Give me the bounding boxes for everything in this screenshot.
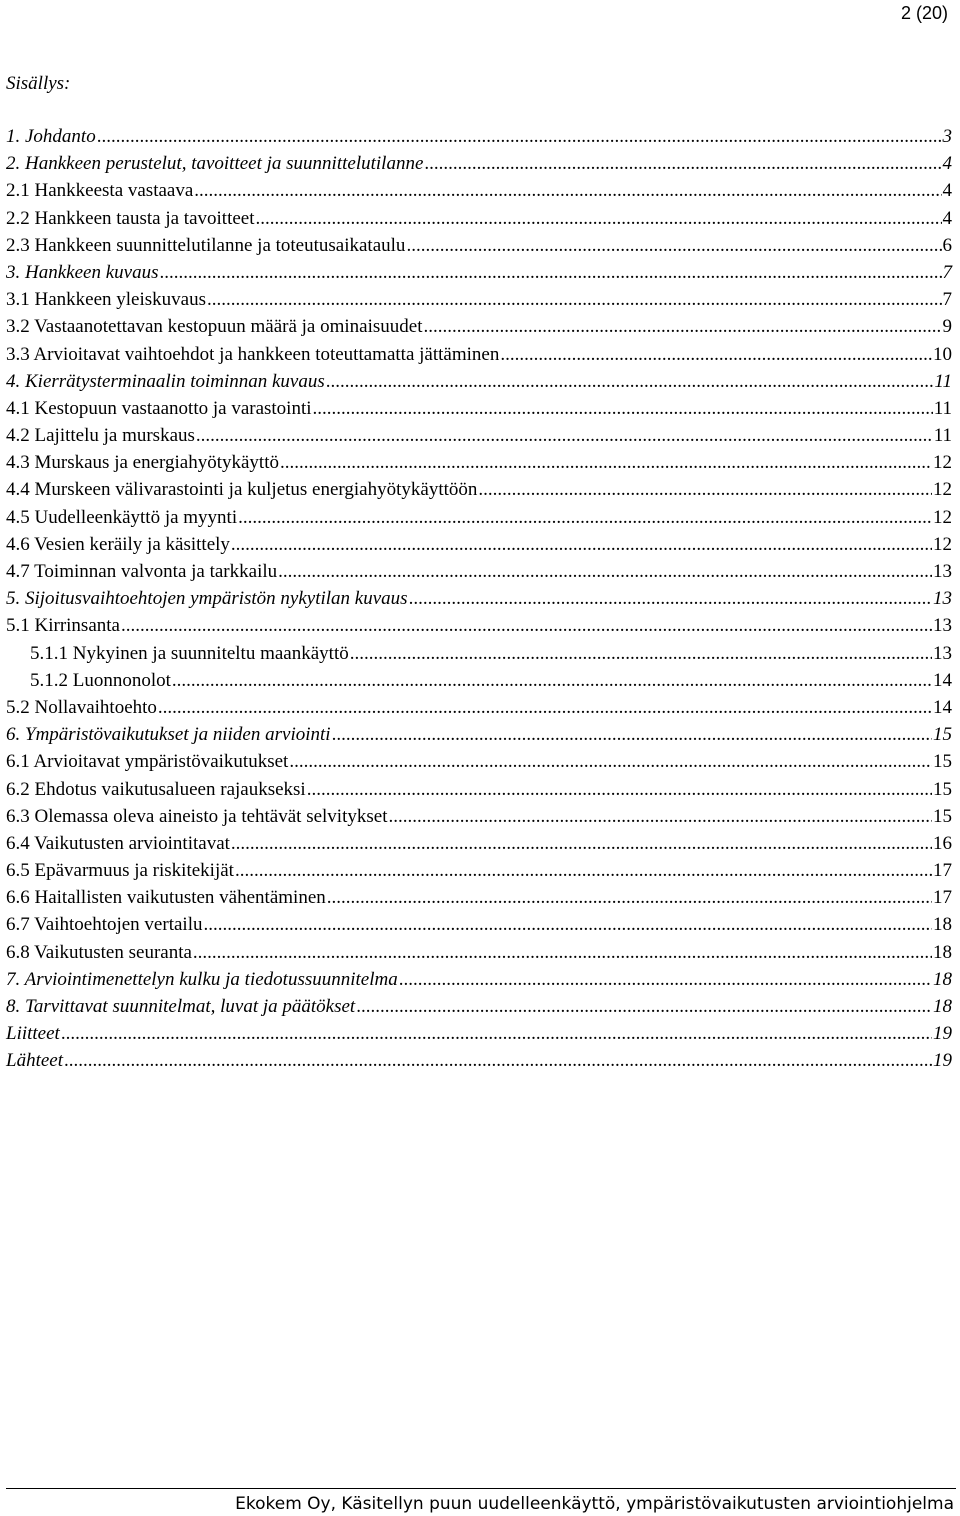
toc-entry-page: 10 — [933, 343, 952, 365]
toc-entry-title: 7. Arviointimenettelyn kulku ja tiedotussuunnitelma — [6, 968, 398, 990]
toc-entry[interactable] — [6, 232, 952, 259]
toc-entry-page: 15 — [933, 724, 952, 746]
toc-dot-leader — [196, 422, 933, 449]
footer-text: Ekokem Oy, Käsitellyn puun uudelleenkäyttö, ympäristövaikutusten arviointiohjelma — [235, 1494, 954, 1514]
toc-entry[interactable] — [6, 395, 952, 422]
toc-entry[interactable] — [6, 313, 952, 340]
toc-entry-title: 6.1 Arvioitavat ympäristövaikutukset — [6, 751, 289, 773]
toc-entry[interactable] — [6, 939, 952, 966]
toc-entry[interactable] — [6, 558, 952, 585]
toc-entry-title: 5.1 Kirrinsanta — [6, 615, 120, 637]
toc-entry-title: 4.6 Vesien keräily ja käsittely — [6, 533, 230, 555]
toc-entry-page: 14 — [933, 669, 952, 691]
toc-entry-title: 2.3 Hankkeen suunnittelutilanne ja toteutusaikataulu — [6, 234, 406, 256]
toc-entry-title: 3. Hankkeen kuvaus — [6, 261, 159, 283]
toc-entry[interactable] — [6, 803, 952, 830]
toc-entry-page: 6 — [942, 234, 952, 256]
toc-entry-page: 7 — [942, 289, 952, 311]
toc-entry-page: 4 — [942, 153, 952, 175]
toc-dot-leader — [194, 177, 941, 204]
toc-entry-page: 12 — [933, 506, 952, 528]
toc-dot-leader — [399, 966, 932, 993]
toc-entry-page: 15 — [933, 778, 952, 800]
toc-entry-title: 3.1 Hankkeen yleiskuvaus — [6, 289, 206, 311]
toc-dot-leader — [238, 504, 932, 531]
toc-entry-title: Lähteet — [6, 1050, 63, 1072]
toc-entry-title: 6.2 Ehdotus vaikutusalueen rajaukseksi — [6, 778, 306, 800]
toc-dot-leader — [203, 911, 932, 938]
footer-divider — [6, 1488, 956, 1489]
toc-dot-leader — [280, 449, 932, 476]
toc-entry-title: 2.2 Hankkeen tausta ja tavoitteet — [6, 207, 255, 229]
toc-entry-title: 2.1 Hankkeesta vastaava — [6, 180, 194, 202]
toc-entry-page: 14 — [933, 696, 952, 718]
toc-entry[interactable] — [6, 476, 952, 503]
toc-entry-page: 4 — [942, 207, 952, 229]
toc-dot-leader — [313, 395, 933, 422]
toc-dot-leader — [97, 123, 942, 150]
toc-dot-leader — [256, 205, 942, 232]
toc-entry-page: 19 — [933, 1023, 952, 1045]
toc-entry-title: Liitteet — [6, 1023, 60, 1045]
toc-dot-leader — [350, 640, 932, 667]
toc-entry-title: 8. Tarvittavat suunnitelmat, luvat ja päätökset — [6, 996, 356, 1017]
toc-entry[interactable] — [6, 341, 952, 368]
toc-entry[interactable] — [6, 667, 952, 694]
toc-entry[interactable] — [6, 830, 952, 857]
toc-entry-title: 6.5 Epävarmuus ja riskitekijät — [6, 860, 234, 882]
toc-entry-title: 3.2 Vastaanotettavan kestopuun määrä ja ominaisuudet — [6, 316, 423, 338]
toc-entry-title: 5.1.1 Nykyinen ja suunniteltu maankäyttö — [30, 642, 349, 664]
toc-entry[interactable] — [6, 1020, 952, 1047]
toc-dot-leader — [172, 667, 932, 694]
toc-entry-page: 9 — [942, 316, 952, 338]
toc-entry[interactable] — [6, 422, 952, 449]
toc-entry-title: 5.2 Nollavaihtoehto — [6, 696, 157, 718]
toc-dot-leader — [478, 476, 932, 503]
toc-heading: Sisällys: — [6, 73, 71, 94]
toc-entry-title: 3.3 Arvioitavat vaihtoehdot ja hankkeen toteuttamatta jättäminen — [6, 343, 500, 365]
toc-entry-page: 11 — [933, 397, 952, 419]
toc-entry-page: 3 — [942, 126, 952, 147]
toc-entry-page: 13 — [933, 561, 952, 582]
toc-entry-title: 6. Ympäristövaikutukset ja niiden arviointi — [6, 724, 331, 746]
toc-dot-leader — [327, 884, 932, 911]
toc-dot-leader — [231, 531, 932, 558]
toc-entry[interactable] — [6, 259, 952, 286]
toc-entry[interactable] — [6, 993, 952, 1020]
toc-entry[interactable] — [6, 504, 952, 531]
toc-dot-leader — [121, 612, 932, 639]
toc-dot-leader — [356, 993, 932, 1020]
toc-entry-page: 16 — [933, 832, 952, 854]
toc-entry[interactable] — [6, 585, 952, 612]
toc-entry-title: 4. Kierrätysterminaalin toiminnan kuvaus — [6, 370, 325, 392]
toc-entry-page: 15 — [933, 751, 952, 773]
toc-entry[interactable] — [6, 368, 952, 395]
toc-entry-page: 13 — [933, 615, 952, 637]
toc-entry-page: 18 — [933, 914, 952, 936]
toc-entry-page: 7 — [942, 261, 952, 283]
toc-entry-page: 4 — [942, 180, 952, 202]
toc-entry[interactable] — [6, 884, 952, 911]
toc-entry-page: 13 — [933, 588, 952, 610]
toc-entry-page: 11 — [933, 425, 952, 447]
toc-entry[interactable] — [6, 694, 952, 721]
toc-entry-title: 4.2 Lajittelu ja murskaus — [6, 425, 195, 447]
toc-entry[interactable] — [6, 911, 952, 938]
toc-dot-leader — [423, 313, 941, 340]
toc-entry[interactable] — [6, 1047, 952, 1074]
toc-dot-leader — [332, 721, 932, 748]
toc-dot-leader — [159, 259, 941, 286]
toc-entry-page: 12 — [933, 479, 952, 501]
toc-dot-leader — [61, 1020, 932, 1047]
toc-dot-leader — [388, 803, 932, 830]
toc-entry-title: 4.1 Kestopuun vastaanotto ja varastointi — [6, 397, 312, 419]
toc-entry-page: 18 — [933, 941, 952, 963]
toc-entry-page: 13 — [933, 642, 952, 664]
page-number: 2 (20) — [900, 3, 948, 23]
toc-entry-title: 6.7 Vaihtoehtojen vertailu — [6, 914, 203, 936]
toc-dot-leader — [231, 830, 932, 857]
toc-dot-leader — [500, 341, 932, 368]
toc-entry[interactable] — [6, 286, 952, 313]
toc-entry-title: 4.4 Murskeen välivarastointi ja kuljetus energiahyötykäyttöön — [6, 479, 478, 501]
toc-entry[interactable] — [6, 966, 952, 993]
toc-entry[interactable] — [6, 205, 952, 232]
toc-entry[interactable] — [6, 123, 952, 150]
toc-entry[interactable] — [6, 449, 952, 476]
toc-dot-leader — [409, 585, 932, 612]
toc-entry[interactable] — [6, 857, 952, 884]
toc-entry-page: 11 — [934, 370, 952, 392]
toc-dot-leader — [235, 857, 932, 884]
toc-entry-title: 6.6 Haitallisten vaikutusten vähentäminen — [6, 887, 326, 909]
toc-dot-leader — [406, 232, 941, 259]
toc-entry[interactable] — [6, 177, 952, 204]
toc-entry[interactable] — [6, 721, 952, 748]
toc-entry[interactable] — [6, 150, 952, 177]
toc-entry-title: 2. Hankkeen perustelut, tavoitteet ja suunnittelutilanne — [6, 153, 424, 175]
toc-entry-page: 17 — [933, 887, 952, 909]
toc-entry-title: 5. Sijoitusvaihtoehtojen ympäristön nykytilan kuvaus — [6, 588, 408, 610]
toc-entry-title: 5.1.2 Luonnonolot — [30, 669, 171, 691]
toc-entry[interactable] — [6, 776, 952, 803]
toc-dot-leader — [424, 150, 941, 177]
toc-entry-title: 6.8 Vaikutusten seuranta — [6, 941, 192, 963]
toc-entry-page: 15 — [933, 805, 952, 827]
toc-entry[interactable] — [6, 640, 952, 667]
toc-entry-title: 4.7 Toiminnan valvonta ja tarkkailu — [6, 561, 278, 582]
toc-dot-leader — [207, 286, 942, 313]
toc-entry-title: 6.4 Vaikutusten arviointitavat — [6, 832, 230, 854]
toc-dot-leader — [289, 748, 932, 775]
toc-dot-leader — [307, 776, 932, 803]
toc-dot-leader — [64, 1047, 932, 1074]
toc-entry-page: 18 — [933, 996, 952, 1017]
toc-entry-page: 12 — [933, 533, 952, 555]
toc-entry-page: 17 — [933, 860, 952, 882]
table-of-contents — [6, 123, 952, 1075]
toc-dot-leader — [193, 939, 932, 966]
toc-entry-title: 4.3 Murskaus ja energiahyötykäyttö — [6, 452, 279, 474]
toc-entry-title: 4.5 Uudelleenkäyttö ja myynti — [6, 506, 238, 528]
toc-entry-title: 1. Johdanto — [6, 126, 96, 147]
toc-entry-page: 12 — [933, 452, 952, 474]
toc-entry[interactable] — [6, 531, 952, 558]
toc-entry[interactable] — [6, 612, 952, 639]
toc-entry-page: 19 — [933, 1050, 952, 1072]
toc-dot-leader — [278, 558, 932, 585]
toc-entry-title: 6.3 Olemassa oleva aineisto ja tehtävät selvitykset — [6, 805, 388, 827]
toc-entry-page: 18 — [933, 968, 952, 990]
toc-dot-leader — [158, 694, 932, 721]
toc-dot-leader — [326, 368, 934, 395]
toc-entry[interactable] — [6, 748, 952, 775]
